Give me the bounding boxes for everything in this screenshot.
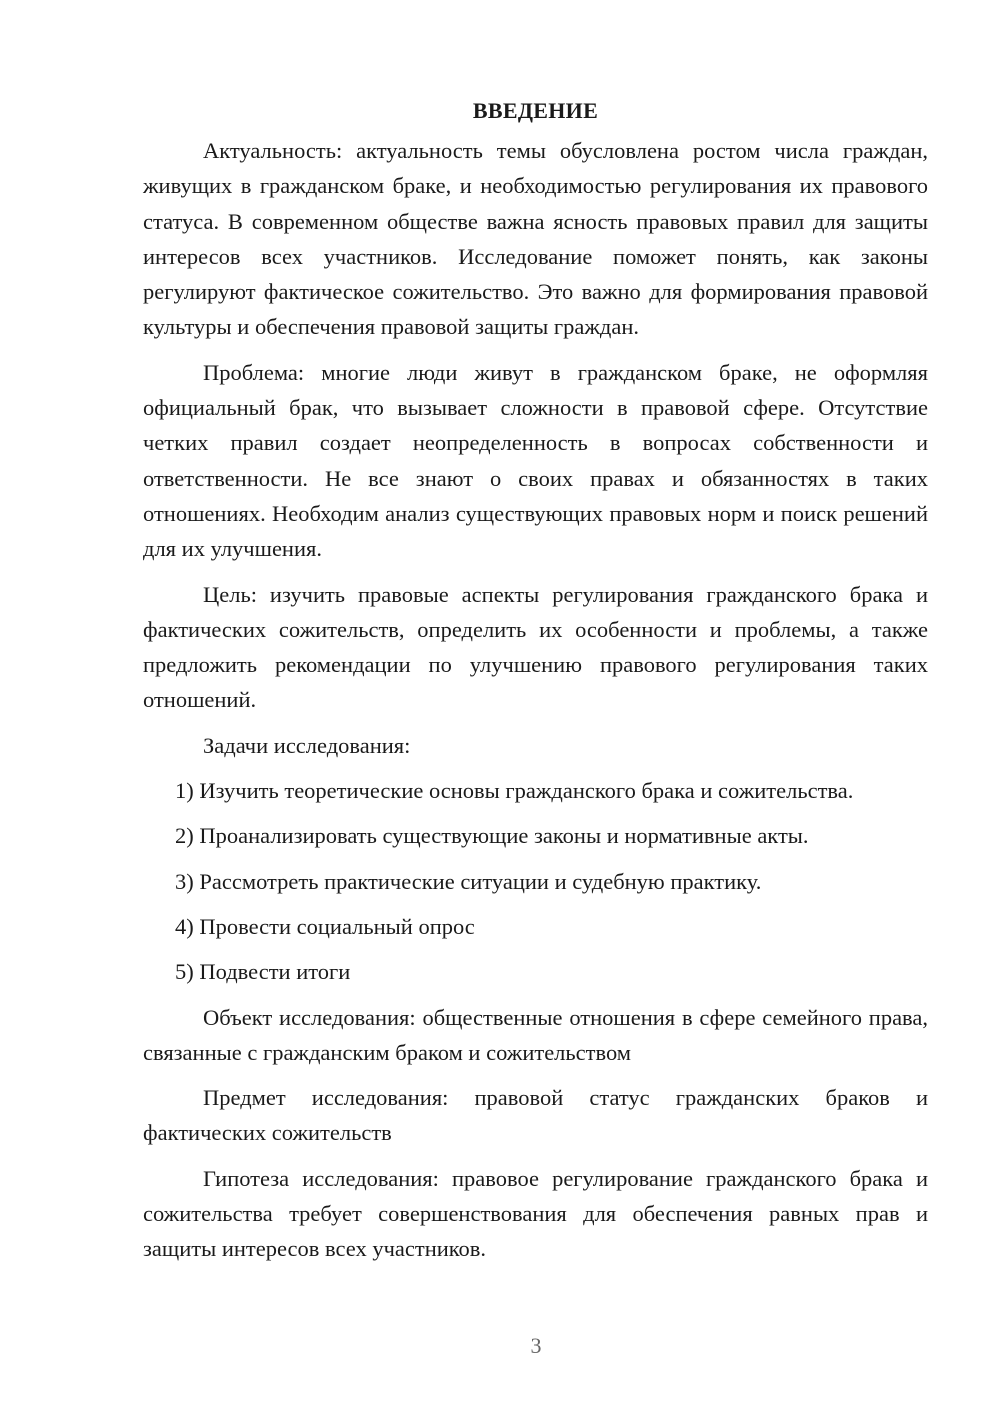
task-item-3: 3) Рассмотреть практические ситуации и судебную практику. xyxy=(175,868,762,894)
goal-paragraph: Цель: изучить правовые аспекты регулирования гражданского брака и фактических сожительств, определить их особенности и проблемы, а также предложить рекомендации по улучшению правового регулирования таких отношений. xyxy=(143,581,928,713)
hypothesis-paragraph: Гипотеза исследования: правовое регулирование гражданского брака и сожительства требует совершенствования для обеспечения равных прав и защиты интересов всех участников. xyxy=(143,1165,928,1262)
tasks-list xyxy=(143,773,928,989)
tasks-heading: Задачи исследования: xyxy=(203,732,411,758)
task-item-1: 1) Изучить теоретические основы гражданского брака и сожительства. xyxy=(175,778,854,804)
problem-paragraph: Проблема: многие люди живут в гражданском браке, не оформляя официальный брак, что вызывает сложности в правовой сфере. Отсутствие четких правил создает неопределенность в вопросах собственности и ответственности. Не все знают о своих правах и обязанностях в таких отношениях. Необходим анализ существующих правовых норм и поиск решений для их улучшения. xyxy=(143,359,928,562)
section-heading: ВВЕДЕНИЕ xyxy=(472,98,599,123)
document-page xyxy=(143,96,928,1277)
task-item-4: 4) Провести социальный опрос xyxy=(175,913,475,939)
relevance-paragraph: Актуальность: актуальность темы обусловлена ростом числа граждан, живущих в гражданском браке, и необходимостью регулирования их правового статуса. В современном обществе важна ясность правовых правил для защиты интересов всех участников. Исследование поможет понять, как законы регулируют фактическое сожительство. Это важно для формирования правовой культуры и обеспечения правовой защиты граждан. xyxy=(143,138,928,340)
task-item-5: 5) Подвести итоги xyxy=(175,959,351,985)
subject-paragraph: Предмет исследования: правовой статус гражданских браков и фактических сожительств xyxy=(143,1085,928,1146)
object-paragraph: Объект исследования: общественные отношения в сфере семейного права, связанные с гражданским браком и сожительством xyxy=(143,1004,928,1065)
task-item-2: 2) Проанализировать существующие законы и нормативные акты. xyxy=(175,823,809,849)
page-number: 3 xyxy=(530,1333,542,1358)
